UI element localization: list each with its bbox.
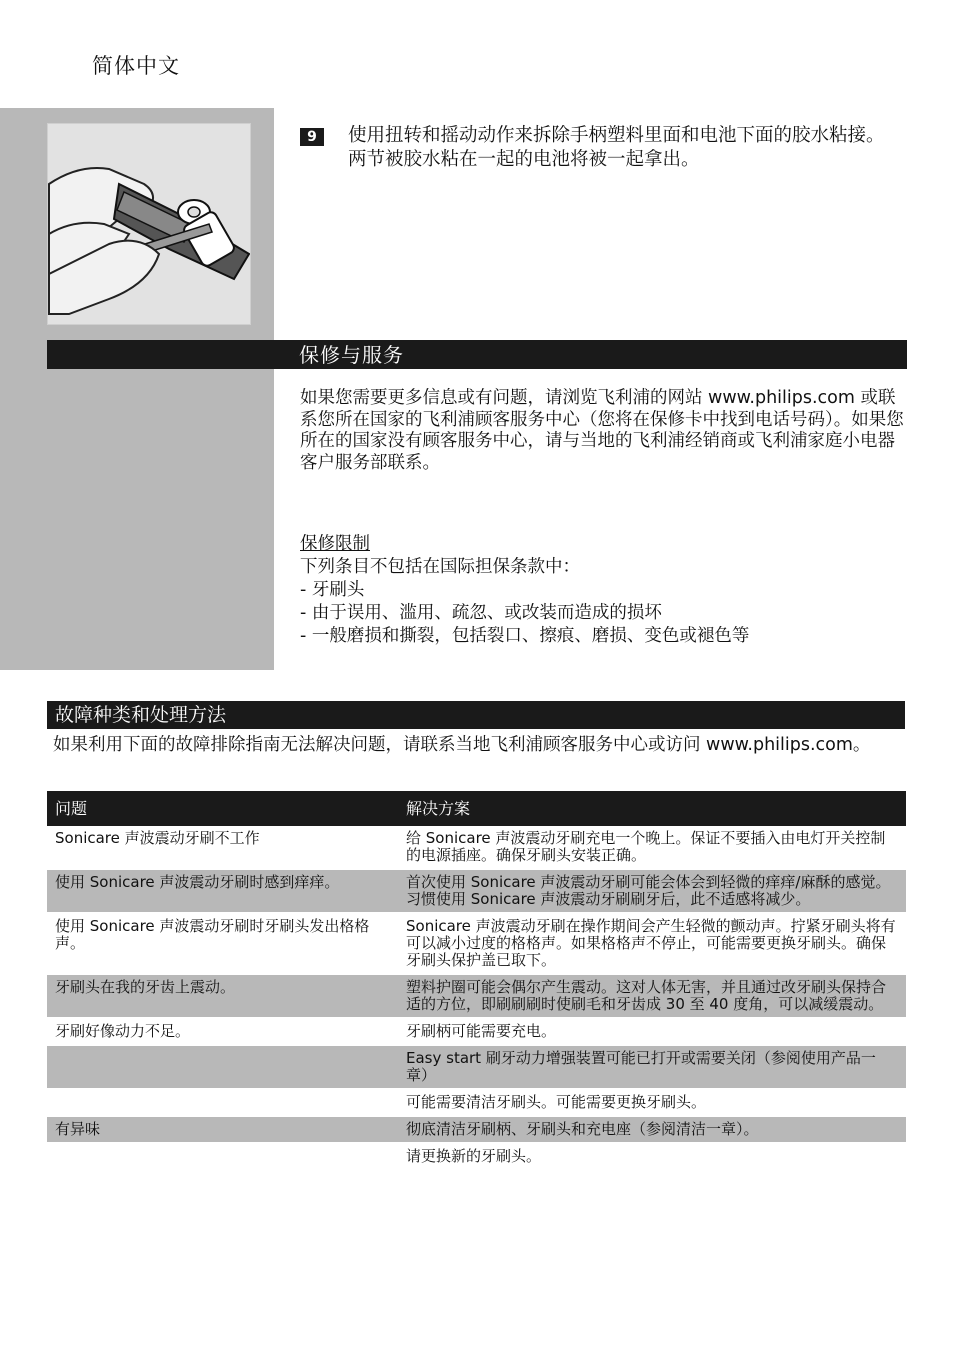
problem-cell [47,1143,398,1169]
table-row [47,974,906,1018]
table-row [47,913,906,974]
column-header-problem: 问题 [47,791,398,826]
solution-cell: 彻底清洁牙刷柄、牙刷头和充电座（参阅清洁一章）。 [398,1116,906,1143]
limits-title: 保修限制 [300,534,370,554]
table-header-row [47,791,906,826]
troubleshooting-table [47,791,906,1169]
table-row [47,1143,906,1169]
warranty-paragraph: 如果您需要更多信息或有问题，请浏览飞利浦的网站 www.philips.com 或联系您所在国家的飞利浦顾客服务中心（您将在保修卡中找到电话号码）。如果您所在的国家没有顾客服务中心，请与当地的飞利浦经销商或飞利浦家庭小电器客户服务部联系。 [300,388,904,473]
problem-cell: Sonicare 声波震动牙刷不工作 [55,829,260,847]
step-text: 使用扭转和摇动动作来拆除手柄塑料里面和电池下面的胶水粘接。两节被胶水粘在一起的电池将被一起拿出。 [348,125,885,170]
step-number-badge: 9 [300,128,324,146]
warranty-title: 保修与服务 [299,343,404,367]
list-item: - 一般磨损和撕裂，包括裂口、擦痕、磨损、变色或褪色等 [300,625,908,648]
problem-cell: 牙刷好像动力不足。 [47,1018,398,1045]
table-row [47,869,906,913]
list-item: - 由于误用、滥用、疏忽、或改装而造成的损坏 [300,602,908,625]
solution-cell: 请更换新的牙刷头。 [398,1143,906,1169]
solution-cell: 给 Sonicare 声波震动牙刷充电一个晚上。保证不要插入由电灯开关控制的电源插座。确保牙刷头安装正确。 [406,829,886,864]
problem-cell: 牙刷头在我的牙齿上震动。 [47,974,398,1018]
limits-intro: 下列条目不包括在国际担保条款中： [300,557,580,577]
warranty-limits [300,533,908,648]
table-row [47,1089,906,1116]
hand-removing-batteries-icon [48,124,250,324]
solution-cell: Easy start 刷牙动力增强装置可能已打开或需要关闭（参阅使用产品一章） [398,1045,906,1089]
problem-cell: 使用 Sonicare 声波震动牙刷时感到痒痒。 [47,869,398,913]
step-9 [300,124,900,172]
language-label: 简体中文 [92,54,180,78]
troubleshooting-title: 故障种类和处理方法 [55,704,227,726]
list-item: - 牙刷头 [300,579,908,602]
table-row [47,1018,906,1045]
table-row [47,1045,906,1089]
warranty-section-header [47,340,907,369]
problem-cell [47,1045,398,1089]
problem-cell [47,1089,398,1116]
column-header-solution: 解决方案 [398,791,906,826]
table-row [47,1116,906,1143]
solution-cell: 塑料护圈可能会偶尔产生震动。这对人体无害，并且通过改牙刷头保持合适的方位，即刷刷刷时使刷毛和牙齿成 30 至 40 度角，可以减缓震动。 [398,974,906,1018]
solution-cell: 首次使用 Sonicare 声波震动牙刷可能会体会到轻微的痒痒/麻酥的感觉。习惯使用 Sonicare 声波震动牙刷刷牙后，此不适感将减少。 [398,869,906,913]
solution-cell: 牙刷柄可能需要充电。 [398,1018,906,1045]
troubleshooting-section-header [47,701,905,729]
solution-cell: 可能需要清洁牙刷头。可能需要更换牙刷头。 [398,1089,906,1116]
problem-cell: 使用 Sonicare 声波震动牙刷时牙刷头发出格格声。 [47,913,398,974]
table-row [47,826,906,869]
problem-cell: 有异味 [47,1116,398,1143]
limits-list [300,579,908,648]
battery-removal-illustration [47,123,251,325]
solution-cell: Sonicare 声波震动牙刷在操作期间会产生轻微的颤动声。拧紧牙刷头将有可以减小过度的格格声。如果格格声不停止，可能需要更换牙刷头。确保牙刷头保护盖已取下。 [398,913,906,974]
troubleshooting-intro: 如果利用下面的故障排除指南无法解决问题，请联系当地飞利浦顾客服务中心或访问 www.philips.com。 [53,735,871,755]
